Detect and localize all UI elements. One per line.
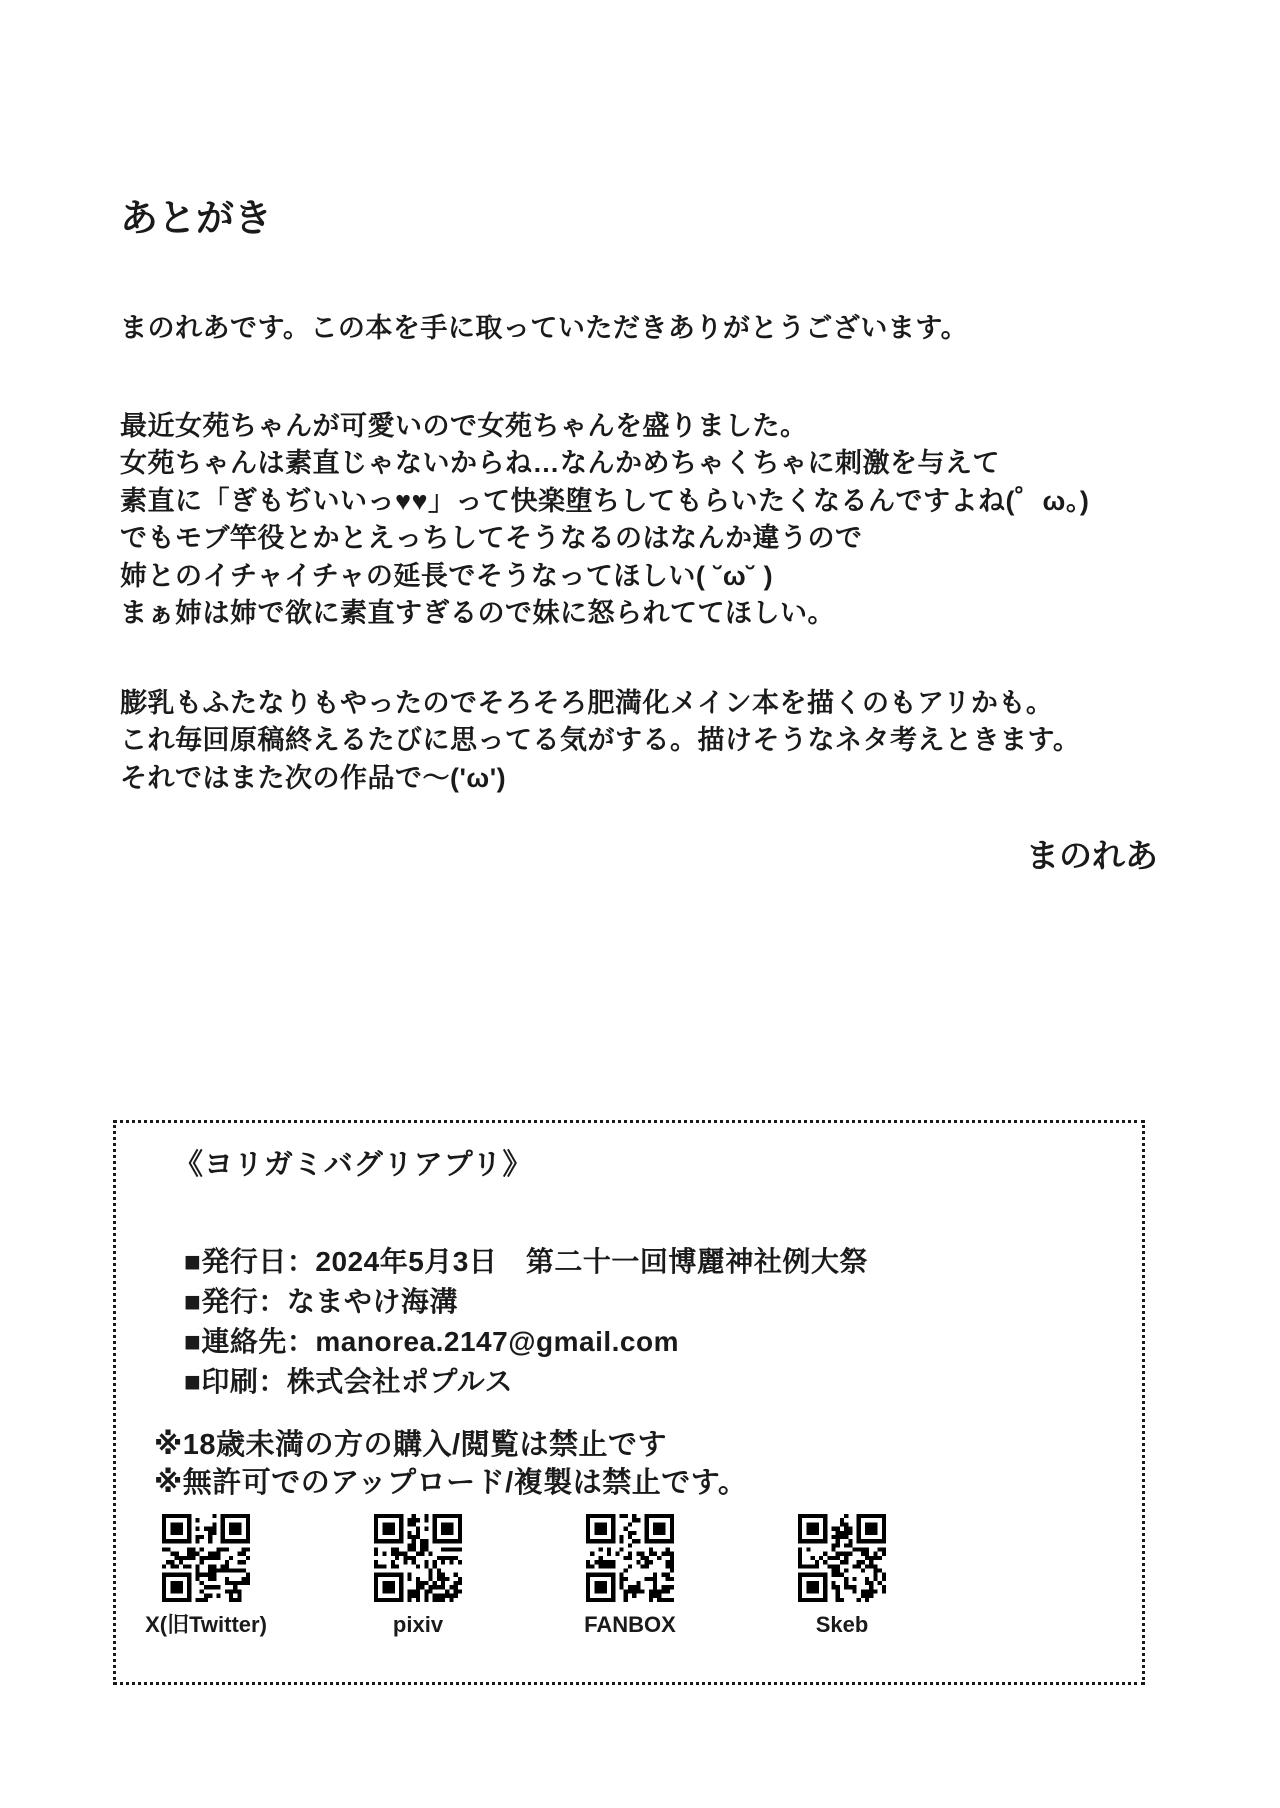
publication-info (146, 1242, 1116, 1402)
page-title: あとがき (120, 198, 273, 240)
afterword-line: 最近女苑ちゃんが可愛いので女苑ちゃんを盛りました。 (120, 410, 808, 441)
publication-date-line: ■発行日：2024年5月3日 第二十一回博麗神社例大祭 (184, 1246, 868, 1277)
qr-label-fanbox: FANBOX (584, 1612, 676, 1637)
afterword-paragraph-main (120, 408, 1166, 633)
qr-code-fanbox-icon (586, 1514, 674, 1602)
qr-code-pixiv-icon (374, 1514, 462, 1602)
colophon-box (113, 1120, 1145, 1685)
qr-row (145, 1514, 1116, 1637)
afterword-line: まぁ姉は姉で欲に素直すぎるので妹に怒られててほしい。 (120, 598, 835, 628)
afterword-line: 姉とのイチャイチャの延長でそうなってほしい( ˘ω˘ ) (120, 560, 774, 591)
afterword-paragraph-closing (120, 685, 1166, 798)
qr-item-pixiv (362, 1514, 474, 1636)
afterword-line: 膨乳もふたなりもやったのでそろそろ肥満化メイン本を描くのもアリかも。 (120, 687, 1054, 718)
afterword-section (120, 200, 1166, 872)
afterword-line: 素直に「ぎもぢいいっ♥♥」って快楽堕ちしてもらいたくなるんですよね(゜ω。) (120, 485, 1090, 516)
qr-label-x-twitter: X(旧Twitter) (145, 1612, 267, 1637)
afterword-line: これ毎回原稿終えるたびに思ってる気がする。描けそうなネタ考えときます。 (120, 725, 1081, 755)
afterword-line: それではまた次の作品で～('ω') (120, 762, 507, 793)
qr-item-skeb (786, 1514, 898, 1636)
qr-label-pixiv: pixiv (392, 1612, 444, 1637)
upload-warning-line: ※無許可でのアップロード/複製は禁止です。 (154, 1467, 748, 1499)
qr-label-skeb: Skeb (815, 1612, 869, 1637)
contact-line: ■連絡先：manorea.2147@gmail.com (184, 1326, 679, 1357)
afterword-intro: まのれあです。この本を手に取っていただきありがとうございます。 (120, 313, 969, 343)
qr-code-skeb-icon (798, 1514, 886, 1602)
afterword-line: でもモブ竿役とかとえっちしてそうなるのはなんか違うので (120, 523, 863, 553)
author-signature: まのれあ (1026, 837, 1158, 874)
publisher-line: ■発行：なまやけ海溝 (184, 1286, 458, 1317)
age-warning-line: ※18歳未満の方の購入/閲覧は禁止です (154, 1429, 668, 1461)
warning-notices (146, 1426, 1116, 1502)
qr-item-x-twitter (145, 1514, 267, 1637)
book-title: 《ヨリガミバグリアプリ》 (174, 1149, 533, 1181)
qr-code-x-twitter-icon (162, 1514, 250, 1602)
printer-line: ■印刷：株式会社ポプルス (184, 1366, 513, 1397)
qr-item-fanbox (574, 1514, 686, 1636)
afterword-line: 女苑ちゃんは素直じゃないからね…なんかめちゃくちゃに刺激を与えて (120, 448, 1000, 478)
